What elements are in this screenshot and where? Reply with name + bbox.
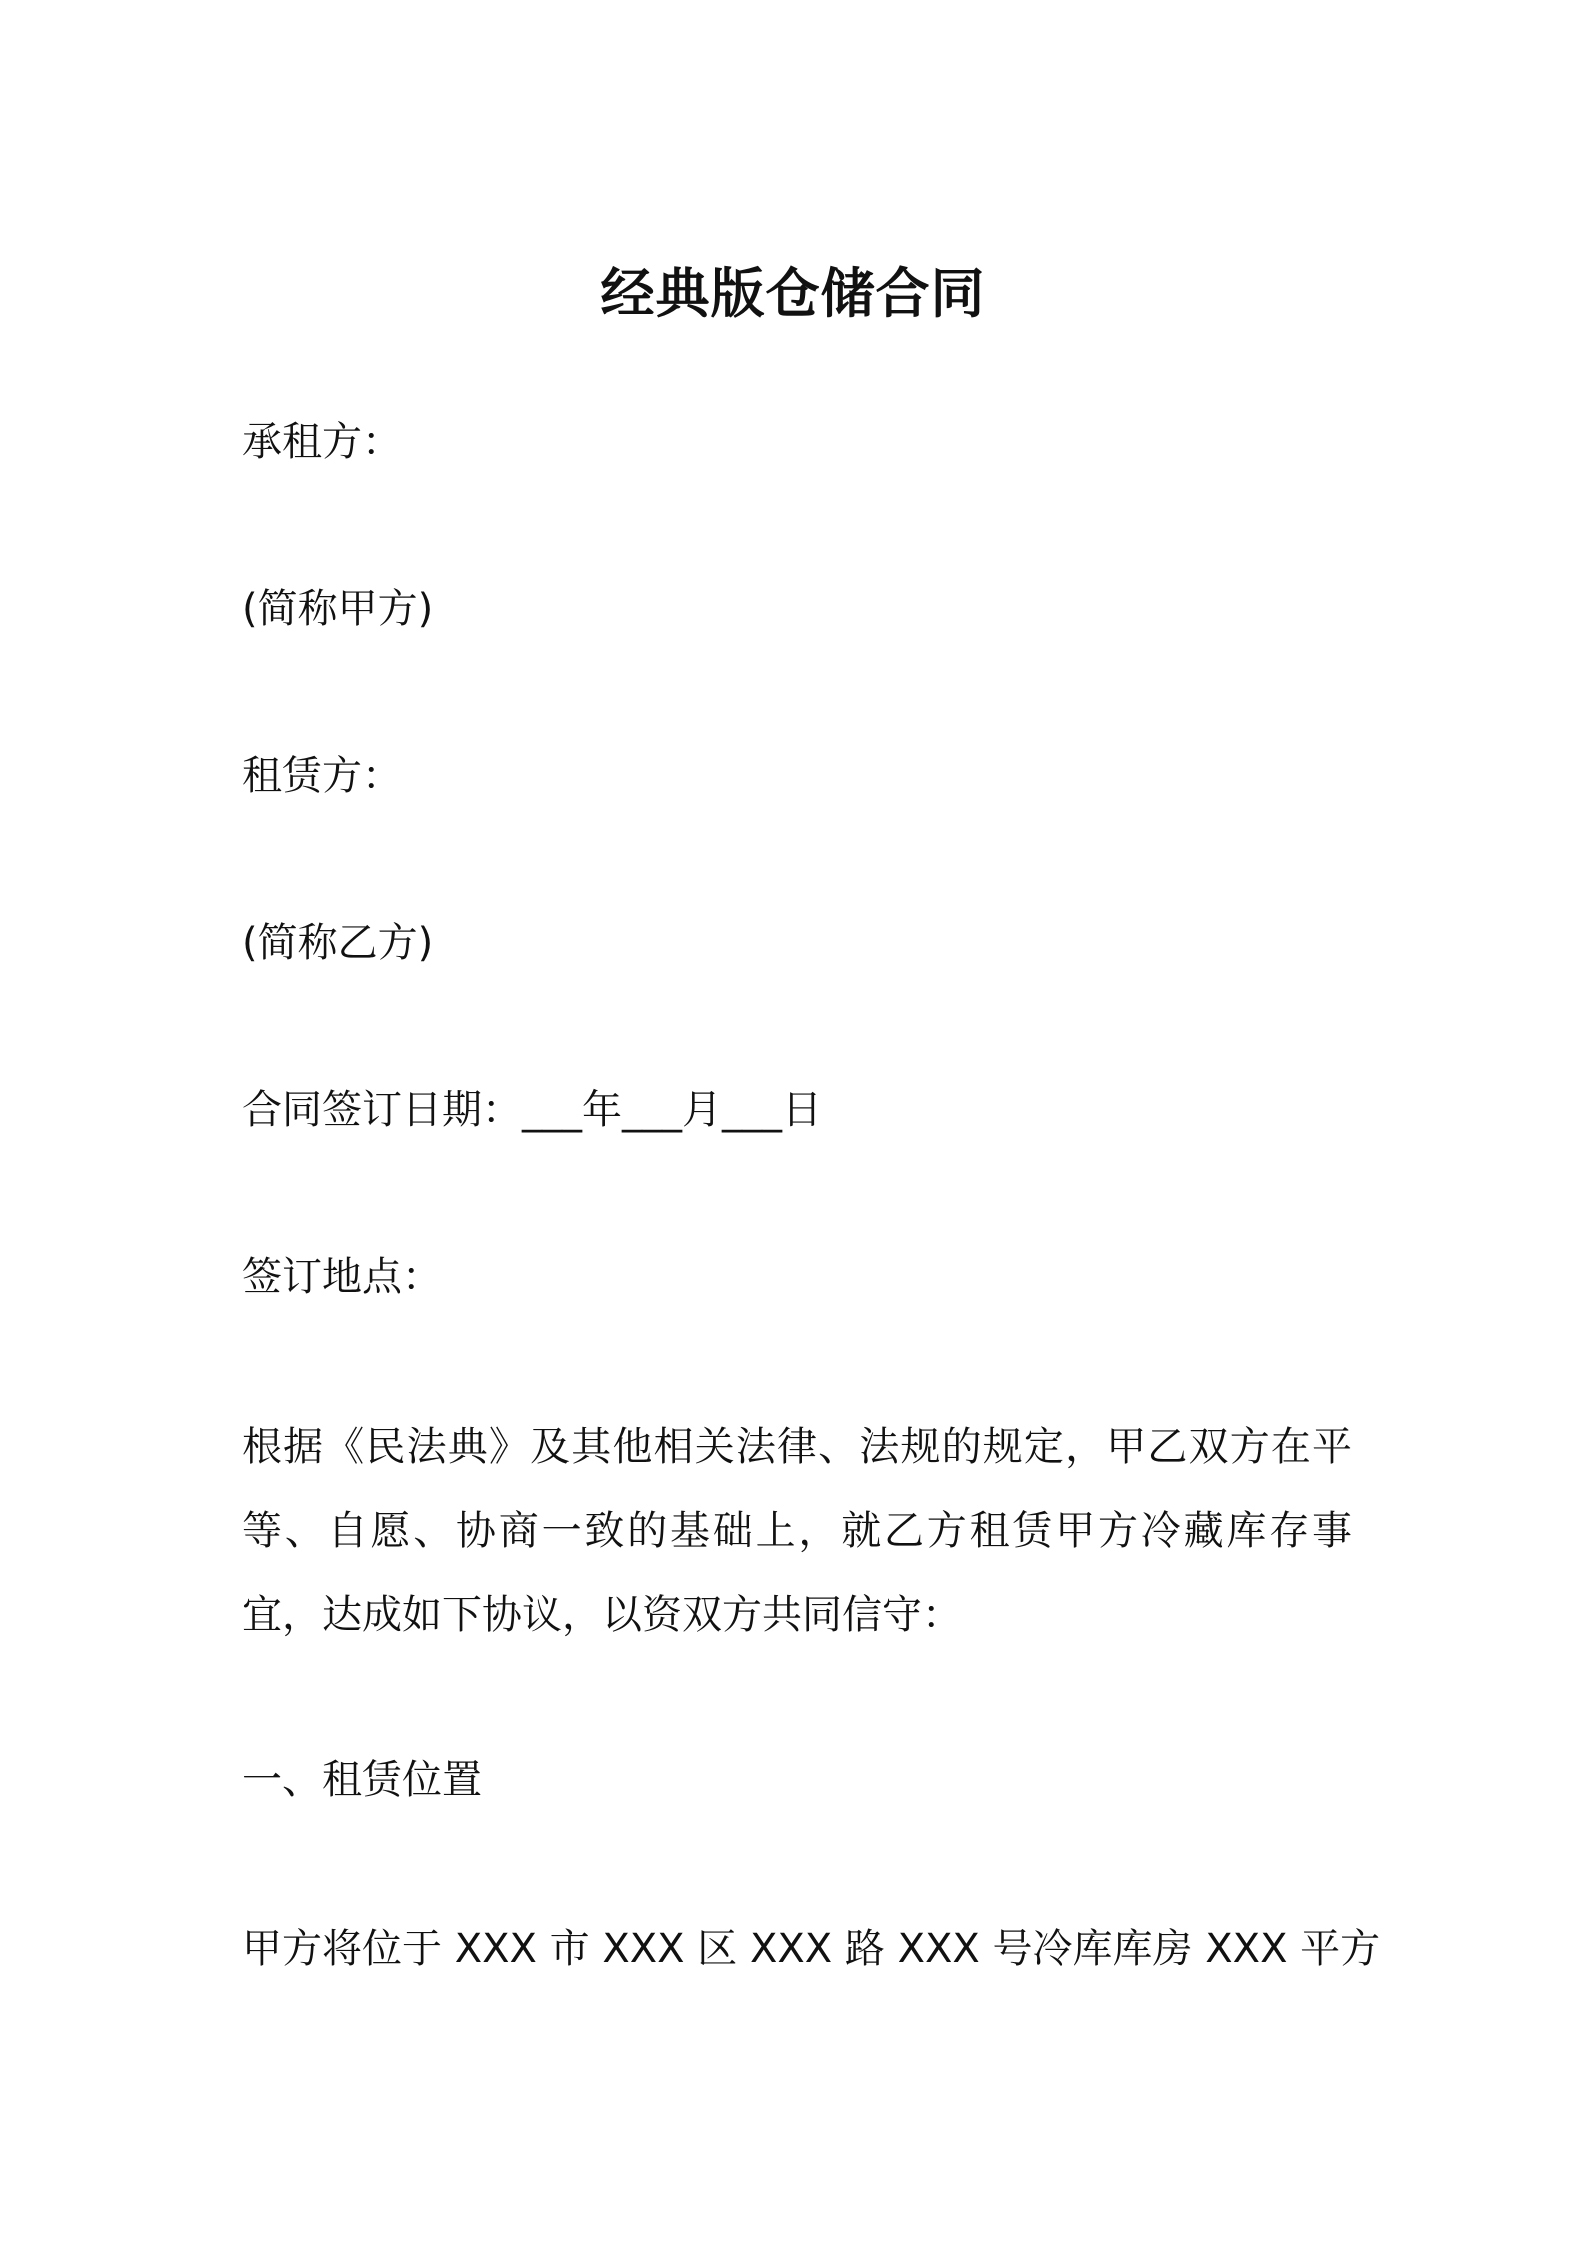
- signing-place: 签订地点：: [242, 1254, 442, 1300]
- lessor-abbreviation: (简称乙方): [242, 920, 434, 966]
- section-heading-lease-location: 一、租赁位置: [242, 1757, 482, 1803]
- document-title: 经典版仓储合同: [600, 262, 986, 325]
- lessee-abbreviation: (简称甲方): [242, 586, 434, 632]
- section-text-lease-location: 甲方将位于 XXX 市 XXX 区 XXX 路 XXX 号冷库库房 XXX 平方: [242, 1926, 1381, 1972]
- lessee-label: 承租方：: [242, 419, 402, 465]
- signing-date: 合同签订日期：___年___月___日: [242, 1087, 822, 1133]
- lessor-label: 租赁方：: [242, 753, 402, 799]
- preamble-paragraph: 根据《民法典》及其他相关法律、法规的规定，甲乙双方在平等、自愿、协商一致的基础上，就乙方租赁甲方冷藏库存事宜，达成如下协议，以资双方共同信守：: [242, 1424, 1352, 1638]
